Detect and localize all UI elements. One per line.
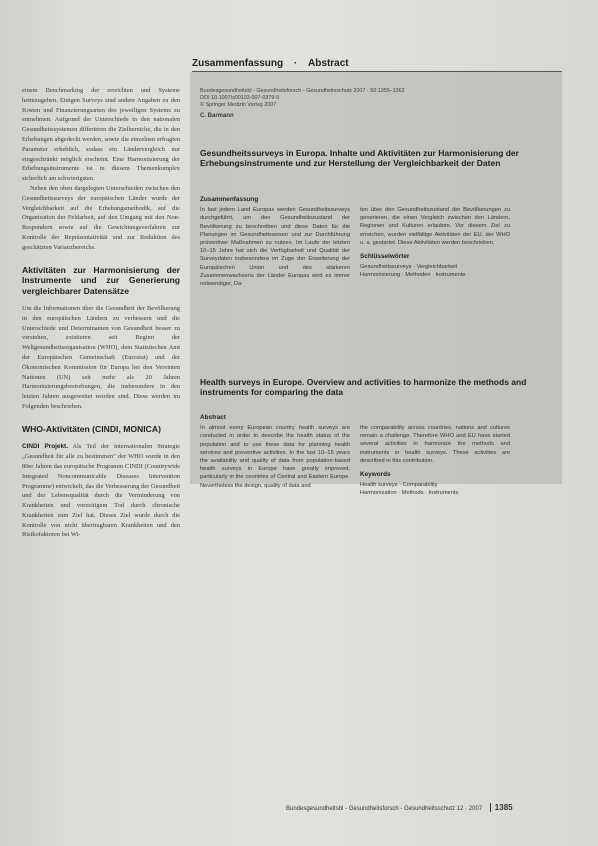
german-abstract-col1 xyxy=(200,196,350,288)
english-abstract-heading: Abstract xyxy=(200,414,226,421)
abstract-heading xyxy=(192,58,562,72)
english-keywords-1: Health surveys · Comparability xyxy=(360,482,438,489)
german-title: Gesundheitssurveys in Europa. Inhalte und Aktivitäten zur Harmonisierung der Erhebungsinstrumente und zur Herstellung der Vergleichbarkeit der Daten xyxy=(200,148,519,169)
page-number: 1385 xyxy=(490,803,513,812)
left-column-text xyxy=(22,86,180,540)
paragraph: Um die Informationen über die Gesundheit der Bevölkerung in den europäischen Ländern zu verbessern und die Unterschiede und Determinanten von Gesundheit besser zu verstehen, existieren seit Beginn der Weltgesundheitsorganisation (WHO), dem Statistischen Amt der Europäischen Gemeinschaft (Eurostat) und der Ökonomischen Kommission für Europa bei den Vereinten Nationen (UN) seit mehr als 20 Jahren Harmonisierungsbestrebungen, die insbesondere in den letzten Jahren ausgeweitet worden sind. Diese werden im Folgenden beschrieben. xyxy=(22,305,180,411)
english-abstract-col1 xyxy=(200,414,350,490)
german-abstract-text2: ten über den Gesundheitszustand der Bevölkerungen zu generieren, die einen Vergleich zwischen den Ländern, Regionen und Kulturen erlauben. Vor diesem Ziel zu erreichen, wurden vielfältige Aktivitäten der EU, der WHO u. a. gestartet. Diese Aktivitäten werden beschrieben. xyxy=(360,207,510,246)
abstract-heading-sep: · xyxy=(293,58,298,69)
paragraph: Neben den oben dargelegten Unterschieden zwischen den Gesundheitssurveys der europäischen Länder wurde der Vergleichbarkeit auf die Erhebungsmethodik, auf die Organisation der Feldarbeit, auf den Umgang mit den Non-Respondern sowie auf die Gewichtungsverfahren zur Kontrolle der Repräsentativität und zur Reduktion des geschätzten Varianzbereichs. xyxy=(22,184,180,251)
cindi-label: CINDI Projekt. xyxy=(22,443,68,451)
citation-meta xyxy=(200,88,530,120)
german-keywords-1: Gesundheitssurveys · Vergleichbarkeit xyxy=(360,264,458,271)
german-abstract-col2 xyxy=(360,206,510,280)
cindi-text: Als Teil der internationalen Strategie „Gesundheit für alle zu bestimmen" der WHO wurde in den 80er Jahren das europäische Programm CINDI (Countrywide Integrated Noncommunicable Diseases Intervention Programme) entwickelt, das die Verbesserung der Gesundheit und der Lebensqualität durch die Verminderung von Krankheiten und vorzeitigem Tod durch chronische Krankheiten zum Ziel hat. Dieses Ziel wurde durch die Kontrolle von nicht übertragbaren Krankheiten und den Risikofaktoren bei Wi- xyxy=(22,443,180,539)
section-heading-harmonisierung: Aktivitäten zur Harmonisierung der Instrumente und zur Generierung vergleichbarer Datensätze xyxy=(22,264,180,296)
english-abstract-text2: the comparability across countries, nations and cultures remain a challenge. Therefore WHO and EU have started several activities to harmonize the methods and instruments in health surveys. These activities are described in this contribution. xyxy=(360,425,510,464)
abstract-heading-en: Abstract xyxy=(308,58,349,69)
english-keywords-heading: Keywords xyxy=(360,471,391,479)
paragraph-cindi xyxy=(22,442,180,540)
german-abstract-heading: Zusammenfassung xyxy=(200,196,259,203)
german-keywords-2: Harmonisierung · Methoden · Instrumente xyxy=(360,272,466,279)
author: C. Barmann xyxy=(200,112,234,119)
copyright-line: © Springer Medizin Verlag 2007 xyxy=(200,102,277,109)
german-abstract-text: In fast jedem Land Europas werden Gesundheitssurveys durchgeführt, um den Gesundheitszustand der Bevölkerung zu beschreiben und diese Daten für die Planungen im Gesundheitswesen und zur Durchführung präventiver Maßnahmen zu nutzen. Im Laufe der letzten 10–15 Jahre hat sich die Verfügbarkeit und Qualität der Surveydaten insbesondere im Zuge der Erweiterung der Europäischen Union und des stärkeren Zusammenwachsens der Länder Europas wird es immer notwendiger, Da- xyxy=(200,207,350,288)
abstract-heading-de: Zusammenfassung xyxy=(192,58,284,69)
journal-footer: Bundesgesundheitsbl - Gesundheitsforsch - Gesundheitsschutz 12 · 2007 xyxy=(286,806,483,812)
german-keywords-heading: Schlüsselwörter xyxy=(360,253,410,261)
doi-line: DOI 10.1007/s00103-007-0379-9 xyxy=(200,95,280,102)
english-abstract-text: In almost every European country health surveys are conducted in order to describe the health status of the population and to use these data for planning health services and preventive activities. In the last 10–15 years the availability and quality of data from population-based health surveys in Europe have greatly improved, particularly in the countries of Central and Eastern Europe. Nevertheless the design, quality of data and xyxy=(200,425,350,489)
english-title: Health surveys in Europe. Overview and activities to harmonize the methods and instruments for comparing the data xyxy=(200,377,527,398)
english-keywords-2: Harmonization · Methods · Instruments xyxy=(360,490,459,497)
paragraph: einem Benchmarking der erreichten und Systeme heimzugehen. Einigen Surveys sind andere Angaben zu den Kosten und Finanzierungsarten des jeweiligen Systems zu entnehmen. Aufgrund der Unterschiede in den nationalen Gesundheitssystemen differieren die Zielbereiche, die in den Erhebungen abgedeckt werden, sowie die einzelnen erfragten Parameter erheblich, sodass ein Ländervergleich nur eingeschränkt möglich erscheint. Eine Harmonisierung der Erhebungsinstrumente ist in diesem Themenkomplex sicherlich am schwierigsten. xyxy=(22,87,180,183)
english-abstract-col2 xyxy=(360,424,510,498)
page-footer xyxy=(286,803,566,812)
citation-line: Bundesgesundheitsbl - Gesundheitsforsch - Gesundheitsschutz 2007 · 50:1355–1362 xyxy=(200,88,405,94)
section-heading-who: WHO-Aktivitäten (CINDI, MONICA) xyxy=(22,423,161,434)
